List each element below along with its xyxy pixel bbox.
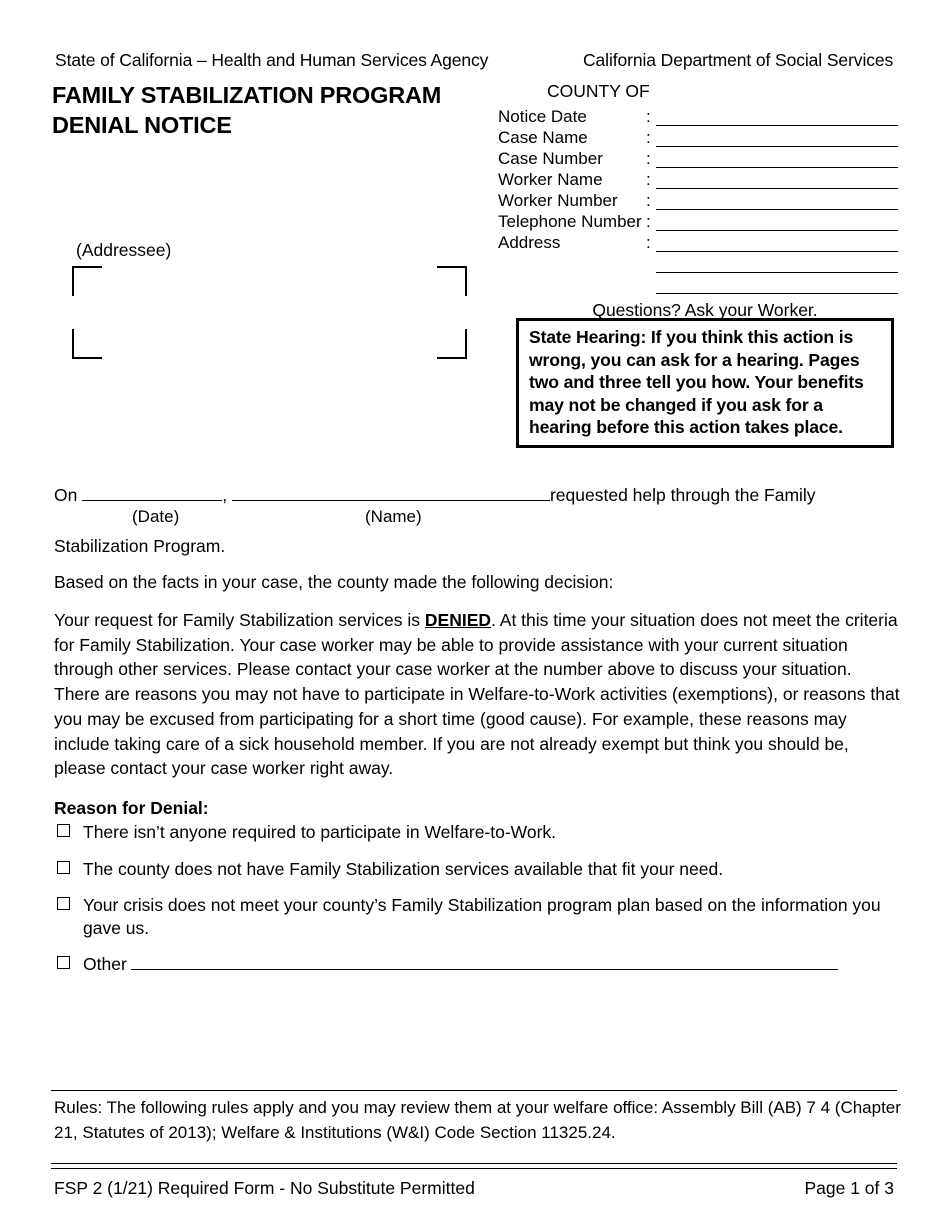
address-input-line-3[interactable] <box>656 293 898 294</box>
reason-option-label: Other <box>83 954 127 974</box>
addressee-corner-top-right <box>437 266 467 296</box>
field-row-worker-name <box>498 170 898 191</box>
telephone-number-label: Telephone Number <box>498 212 642 231</box>
department-line: California Department of Social Services <box>583 50 894 70</box>
reason-option-no-one-required[interactable] <box>54 821 900 844</box>
denied-keyword: DENIED <box>424 610 492 630</box>
denial-text-part-1: Your request for Family Stabilization services is <box>54 610 425 630</box>
checkbox-icon[interactable] <box>57 824 70 837</box>
form-title-line-1: FAMILY STABILIZATION PROGRAM <box>52 82 442 108</box>
address-label: Address <box>498 233 561 252</box>
reason-option-label: Your crisis does not meet your county’s Family Stabilization program plan based on the information you gave us. <box>83 895 881 938</box>
address-colon: : <box>646 233 651 252</box>
decision-intro-line: Based on the facts in your case, the county made the following decision: <box>54 572 614 592</box>
rules-divider <box>51 1090 897 1091</box>
reason-option-label: There isn’t anyone required to participate in Welfare-to-Work. <box>83 822 557 842</box>
addressee-corner-top-left <box>72 266 102 296</box>
case-number-label: Case Number <box>498 149 603 168</box>
field-row-case-number <box>498 149 898 170</box>
rules-citation-text: Rules: The following rules apply and you may review them at your welfare office: Assembly Bill (AB) 7 4 (Chapter 21, Statutes of 2013); Welfare & Institutions (W&I) Code Section 11325.24. <box>54 1098 901 1142</box>
address-input-line-2[interactable] <box>656 272 898 273</box>
footer-divider-bottom <box>51 1168 897 1169</box>
address-input-line-1[interactable] <box>656 251 898 252</box>
field-row-address-line-2 <box>498 254 898 275</box>
reason-option-label: The county does not have Family Stabilization services available that fit your need. <box>83 858 724 879</box>
state-hearing-box <box>516 318 894 448</box>
worker-number-label: Worker Number <box>498 191 618 210</box>
field-row-case-name <box>498 128 898 149</box>
worker-name-label: Worker Name <box>498 170 603 189</box>
notice-date-label: Notice Date <box>498 107 587 126</box>
addressee-corner-bottom-left <box>72 329 102 359</box>
name-caption: (Name) <box>365 507 422 526</box>
case-name-input[interactable] <box>656 146 898 147</box>
worker-name-input[interactable] <box>656 188 898 189</box>
comma-separator: , <box>222 485 228 505</box>
reason-for-denial-heading: Reason for Denial: <box>54 798 209 818</box>
case-number-colon: : <box>646 149 651 168</box>
worker-name-colon: : <box>646 170 651 189</box>
agency-line: State of California – Health and Human Services Agency <box>55 50 489 70</box>
denial-paragraph <box>54 608 900 781</box>
addressee-label: (Addressee) <box>76 240 172 260</box>
field-row-address <box>498 233 898 254</box>
case-name-label: Case Name <box>498 128 588 147</box>
request-statement-line <box>54 485 904 506</box>
checkbox-icon[interactable] <box>57 861 70 874</box>
worker-number-input[interactable] <box>656 209 898 210</box>
form-title-line-2: DENIAL NOTICE <box>52 112 232 138</box>
field-row-telephone-number <box>498 212 898 233</box>
case-number-input[interactable] <box>656 167 898 168</box>
notice-date-colon: : <box>646 107 651 126</box>
questions-line: Questions? Ask your Worker. <box>592 300 818 320</box>
date-input[interactable] <box>82 485 222 501</box>
telephone-number-colon: : <box>646 212 651 231</box>
county-of-label: COUNTY OF <box>547 81 650 101</box>
denial-text-part-2: . At this time your situation does not meet the criteria for Family Stabilization. Your case worker may be able to provide assistance with your current situation through other services. Please contact your case worker at the number above to discuss your situation. There are reasons you may not have to participate in Welfare-to-Work activities (exemptions), or reasons that you may be excused from participating for a short time (good cause). For example, these reasons may include taking care of a sick household member. If you are not already exempt but think you should be, please contact your case worker right away. <box>54 610 900 779</box>
checkbox-icon[interactable] <box>57 897 70 910</box>
date-caption: (Date) <box>132 507 180 526</box>
form-id-label: FSP 2 (1/21) Required Form - No Substitute Permitted <box>54 1178 475 1198</box>
checkbox-icon[interactable] <box>57 956 70 969</box>
stabilization-program-line: Stabilization Program. <box>54 536 226 556</box>
addressee-corner-bottom-right <box>437 329 467 359</box>
field-row-address-line-3 <box>498 275 898 296</box>
on-word: On <box>54 485 78 505</box>
telephone-number-input[interactable] <box>656 230 898 231</box>
footer-divider-top <box>51 1163 897 1164</box>
state-hearing-text: State Hearing: If you think this action is wrong, you can ask for a hearing. Pages two and three tell you how. Your benefits may not be changed if you ask for a hearing before this action takes place. <box>529 327 864 438</box>
page-number-label: Page 1 of 3 <box>804 1178 894 1198</box>
page-title <box>52 80 441 140</box>
case-name-colon: : <box>646 128 651 147</box>
reason-option-other[interactable] <box>54 953 900 976</box>
other-reason-input[interactable] <box>131 955 838 970</box>
worker-number-colon: : <box>646 191 651 210</box>
reason-checkbox-list <box>54 821 900 976</box>
field-row-notice-date <box>498 107 898 128</box>
requested-help-text: requested help through the Family <box>549 485 816 505</box>
name-input[interactable] <box>232 485 550 501</box>
reason-option-services-unavailable[interactable] <box>54 858 900 881</box>
notice-date-input[interactable] <box>656 125 898 126</box>
reason-option-crisis-not-met[interactable] <box>54 894 900 939</box>
notice-field-block <box>498 107 898 296</box>
field-row-worker-number <box>498 191 898 212</box>
